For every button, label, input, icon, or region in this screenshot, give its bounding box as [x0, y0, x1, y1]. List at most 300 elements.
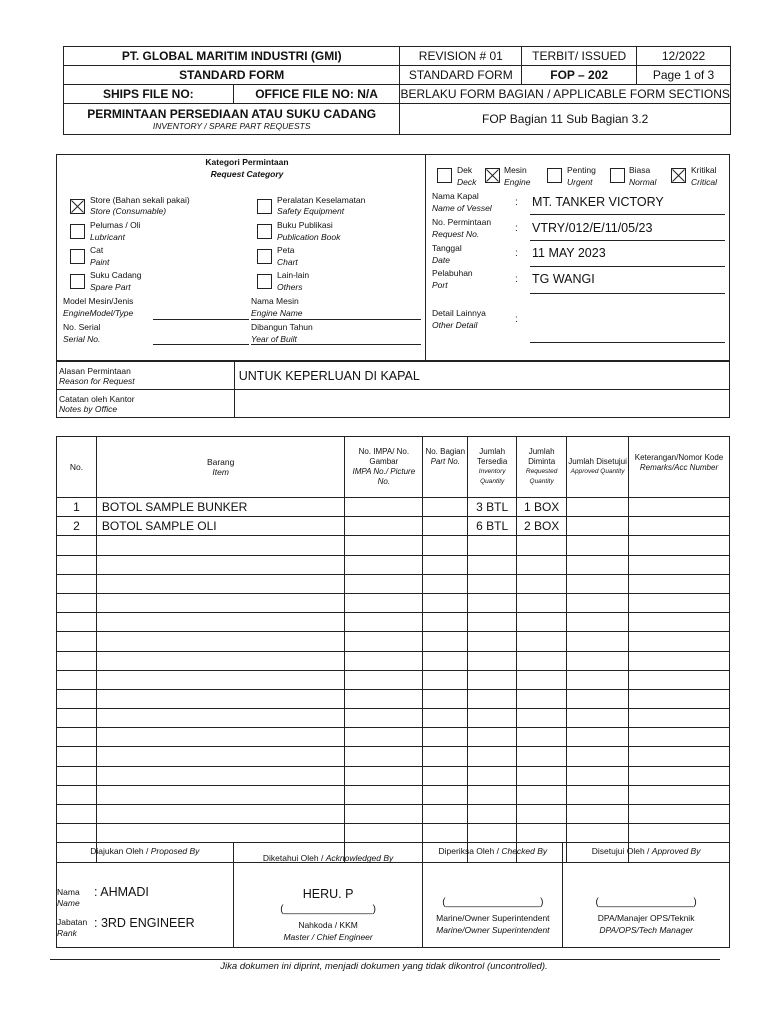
row-item[interactable]	[96, 689, 344, 708]
row-approved[interactable]	[567, 555, 629, 574]
proposed-by-cell	[57, 843, 234, 948]
name-label-en: Name	[57, 898, 80, 908]
row-requested[interactable]	[517, 766, 567, 785]
date-colon: :	[515, 248, 518, 259]
checkbox-spare-part[interactable]	[70, 274, 85, 289]
checked-label-id: Diperiksa Oleh /	[438, 846, 499, 856]
checkbox-lubricant[interactable]	[70, 224, 85, 239]
form-header	[63, 46, 731, 135]
label-paint-en: Paint	[90, 257, 110, 267]
row-available[interactable]	[468, 593, 517, 612]
label-engine-en: Engine	[504, 177, 531, 187]
label-normal-id: Biasa	[629, 165, 651, 175]
row-approved[interactable]	[567, 747, 629, 766]
reason-value[interactable]: UNTUK KEPERLUAN DI KAPAL	[234, 362, 729, 390]
checkbox-normal[interactable]	[610, 168, 625, 183]
header-impa	[345, 437, 423, 498]
form-title	[64, 104, 400, 135]
row-impa[interactable]	[345, 805, 423, 824]
row-part[interactable]	[423, 536, 468, 555]
row-item[interactable]: BOTOL SAMPLE BUNKER	[96, 498, 344, 517]
header-remarks	[629, 437, 730, 498]
label-lubricant-id: Pelumas / Oli	[90, 220, 141, 230]
rank-label	[57, 917, 87, 939]
header-impa-id: No. IMPA/ No. Gambar	[358, 447, 410, 466]
ack-signature-line[interactable]: (________________)	[280, 904, 376, 915]
row-part[interactable]	[423, 632, 468, 651]
date-label-id: Tanggal	[432, 243, 462, 253]
row-part[interactable]	[423, 747, 468, 766]
port-label-en: Port	[432, 280, 448, 290]
row-requested[interactable]: 1 BOX	[517, 498, 567, 517]
label-safety-en: Safety Equipment	[277, 206, 345, 216]
row-item[interactable]	[96, 728, 344, 747]
reason-label-id: Alasan Permintaan	[59, 365, 131, 376]
standard-form-title: STANDARD FORM	[64, 66, 400, 85]
row-impa[interactable]	[345, 536, 423, 555]
row-available[interactable]	[468, 632, 517, 651]
row-requested[interactable]	[517, 613, 567, 632]
row-item[interactable]	[96, 536, 344, 555]
checked-by-cell	[423, 843, 563, 948]
row-part[interactable]	[423, 766, 468, 785]
row-available[interactable]	[468, 805, 517, 824]
vessel-label-en: Name of Vessel	[432, 203, 492, 213]
row-requested[interactable]	[517, 747, 567, 766]
table-row	[57, 574, 730, 593]
notes-label-en: Notes by Office	[59, 403, 118, 414]
built-label-en: Year of Built	[251, 334, 297, 344]
ack-role-id: Nahkoda / KKM	[298, 920, 358, 930]
proposed-label-id: Diajukan Oleh /	[90, 846, 149, 856]
row-no	[57, 709, 97, 728]
checkbox-deck[interactable]	[437, 168, 452, 183]
vessel-colon: :	[515, 197, 518, 208]
reason-table	[56, 361, 730, 418]
row-remarks[interactable]	[629, 766, 730, 785]
port-value[interactable]: TG WANGI	[532, 272, 595, 286]
row-approved[interactable]	[567, 689, 629, 708]
checkbox-urgent[interactable]	[547, 168, 562, 183]
row-requested[interactable]	[517, 728, 567, 747]
checkbox-engine[interactable]	[485, 168, 500, 183]
row-available[interactable]	[468, 670, 517, 689]
row-requested[interactable]	[517, 651, 567, 670]
row-available[interactable]: 6 BTL	[468, 517, 517, 536]
row-no	[57, 555, 97, 574]
row-approved[interactable]	[567, 613, 629, 632]
header-item	[96, 437, 344, 498]
proposer-rank[interactable]: : 3RD ENGINEER	[94, 916, 195, 930]
form-title-en: INVENTORY / SPARE PART REQUESTS	[152, 120, 311, 131]
other-label-en: Other Detail	[432, 320, 478, 330]
row-no: 1	[57, 498, 97, 517]
header-requested	[517, 437, 567, 498]
row-remarks[interactable]	[629, 498, 730, 517]
row-approved[interactable]	[567, 498, 629, 517]
row-no	[57, 785, 97, 804]
row-requested[interactable]	[517, 555, 567, 574]
table-row	[57, 766, 730, 785]
revision: REVISION # 01	[400, 47, 522, 66]
row-no	[57, 632, 97, 651]
row-impa[interactable]	[345, 498, 423, 517]
row-part[interactable]	[423, 689, 468, 708]
row-impa[interactable]	[345, 613, 423, 632]
label-normal-en: Normal	[629, 177, 657, 187]
row-item[interactable]	[96, 766, 344, 785]
table-row	[57, 689, 730, 708]
other-detail-line[interactable]	[530, 342, 725, 343]
office-file-no: OFFICE FILE NO: N/A	[233, 85, 400, 104]
serial-label-id: No. Serial	[63, 322, 101, 332]
page-number: Page 1 of 3	[637, 66, 731, 85]
table-row	[57, 613, 730, 632]
table-row	[57, 824, 730, 843]
header-requested-id: Jumlah Diminta	[528, 447, 556, 466]
label-paint-id: Cat	[90, 245, 104, 255]
row-item[interactable]	[96, 747, 344, 766]
header-part	[423, 437, 468, 498]
checked-label-en: Checked By	[501, 846, 548, 856]
checkbox-paint[interactable]	[70, 249, 85, 264]
port-colon: :	[515, 274, 518, 285]
row-impa[interactable]	[345, 785, 423, 804]
reqno-label-id: No. Permintaan	[432, 217, 492, 227]
label-store-en: Store (Consumable)	[90, 206, 167, 216]
port-line	[530, 293, 725, 294]
empty-rows	[57, 536, 730, 862]
vessel-line	[530, 214, 725, 215]
engine-name-line[interactable]	[251, 319, 421, 320]
row-requested[interactable]	[517, 632, 567, 651]
row-approved[interactable]	[567, 517, 629, 536]
notes-value[interactable]	[234, 390, 729, 418]
row-available[interactable]	[468, 728, 517, 747]
issued-value: 12/2022	[637, 47, 731, 66]
row-remarks[interactable]	[629, 785, 730, 804]
row-remarks[interactable]	[629, 593, 730, 612]
row-impa[interactable]	[345, 593, 423, 612]
reason-label-en: Reason for Request	[59, 375, 135, 386]
acknowledged-by-cell	[233, 843, 423, 948]
engine-name-label-id: Nama Mesin	[251, 296, 299, 306]
company-name: PT. GLOBAL MARITIM INDUSTRI (GMI)	[64, 47, 400, 66]
table-row	[57, 593, 730, 612]
row-no	[57, 766, 97, 785]
date-line	[530, 266, 725, 267]
row-impa[interactable]	[345, 728, 423, 747]
row-requested[interactable]	[517, 824, 567, 843]
table-row	[57, 728, 730, 747]
table-row	[57, 785, 730, 804]
row-available[interactable]	[468, 613, 517, 632]
engine-model-label-en: EngineModel/Type	[63, 308, 134, 318]
row-requested[interactable]: 2 BOX	[517, 517, 567, 536]
row-no	[57, 651, 97, 670]
row-available[interactable]	[468, 747, 517, 766]
row-item[interactable]	[96, 555, 344, 574]
row-requested[interactable]	[517, 574, 567, 593]
checkbox-store[interactable]	[70, 199, 85, 214]
proposed-label-en: Proposed By	[150, 846, 200, 856]
approved-label-id: Disetujui Oleh /	[591, 846, 650, 856]
row-approved[interactable]	[567, 709, 629, 728]
row-part[interactable]	[423, 785, 468, 804]
checkbox-safety[interactable]	[257, 199, 272, 214]
row-approved[interactable]	[567, 651, 629, 670]
vessel-value[interactable]: MT. TANKER VICTORY	[532, 195, 664, 209]
header-no: No.	[57, 437, 97, 498]
form-title-id: PERMINTAAN PERSEDIAAN ATAU SUKU CADANG	[87, 106, 377, 121]
row-remarks[interactable]	[629, 747, 730, 766]
issued-label: TERBIT/ ISSUED	[522, 47, 637, 66]
row-impa[interactable]	[345, 824, 423, 843]
row-approved[interactable]	[567, 632, 629, 651]
row-requested[interactable]	[517, 593, 567, 612]
header-item-en: Item	[212, 467, 229, 477]
reason-label	[57, 362, 235, 390]
label-deck-en: Deck	[457, 177, 477, 187]
applicable-sections: BERLAKU FORM BAGIAN / APPLICABLE FORM SECTIONS	[400, 85, 731, 104]
row-remarks[interactable]	[629, 728, 730, 747]
label-critical-en: Critical	[691, 177, 717, 187]
row-available[interactable]	[468, 555, 517, 574]
row-approved[interactable]	[567, 766, 629, 785]
row-available[interactable]	[468, 689, 517, 708]
request-category-box	[56, 154, 730, 361]
row-item[interactable]	[96, 785, 344, 804]
row-part[interactable]	[423, 728, 468, 747]
date-label-en: Date	[432, 255, 450, 265]
row-approved[interactable]	[567, 728, 629, 747]
row-available[interactable]	[468, 785, 517, 804]
row-part[interactable]	[423, 805, 468, 824]
header-item-id: Barang	[206, 457, 235, 467]
row-remarks[interactable]	[629, 670, 730, 689]
row-impa[interactable]	[345, 555, 423, 574]
label-others-en: Others	[277, 282, 303, 292]
row-impa[interactable]	[345, 574, 423, 593]
row-impa[interactable]	[345, 517, 423, 536]
reqno-colon: :	[515, 223, 518, 234]
checked-role-id: Marine/Owner Superintendent	[436, 913, 550, 923]
row-available[interactable]	[468, 574, 517, 593]
row-approved[interactable]	[567, 670, 629, 689]
row-available[interactable]	[468, 766, 517, 785]
row-available[interactable]: 3 BTL	[468, 498, 517, 517]
row-item[interactable]: BOTOL SAMPLE OLI	[96, 517, 344, 536]
footer-line	[50, 959, 720, 960]
row-item[interactable]	[96, 805, 344, 824]
row-approved[interactable]	[567, 536, 629, 555]
table-row	[57, 670, 730, 689]
table-row	[57, 709, 730, 728]
row-item[interactable]	[96, 709, 344, 728]
notes-label-id: Catatan oleh Kantor	[59, 393, 135, 404]
header-available-en: Inventory Quantity	[478, 468, 506, 485]
row-remarks[interactable]	[629, 709, 730, 728]
row-requested[interactable]	[517, 689, 567, 708]
row-requested[interactable]	[517, 536, 567, 555]
engine-model-line[interactable]	[153, 319, 249, 320]
row-requested[interactable]	[517, 670, 567, 689]
row-no	[57, 574, 97, 593]
label-urgent-id: Penting	[567, 165, 596, 175]
approved-role-en: DPA/OPS/Tech Manager	[599, 925, 693, 935]
label-deck-id: Dek	[457, 165, 473, 175]
label-publication-id: Buku Publikasi	[277, 220, 333, 230]
row-remarks[interactable]	[629, 517, 730, 536]
row-available[interactable]	[468, 536, 517, 555]
row-impa[interactable]	[345, 651, 423, 670]
port-label-id: Pelabuhan	[432, 268, 473, 278]
table-row	[57, 498, 730, 517]
approved-signature-line[interactable]: (_________________)	[595, 897, 697, 908]
engine-model-label-id: Model Mesin/Jenis	[63, 296, 134, 306]
table-row	[57, 805, 730, 824]
row-item[interactable]	[96, 632, 344, 651]
row-part[interactable]	[423, 709, 468, 728]
approved-label-en: Approved By	[651, 846, 701, 856]
header-impa-en: IMPA No./ Picture No.	[352, 467, 416, 486]
row-item[interactable]	[96, 651, 344, 670]
row-remarks[interactable]	[629, 824, 730, 843]
checkbox-others[interactable]	[257, 274, 272, 289]
rank-label-en: Rank	[57, 928, 77, 938]
row-impa[interactable]	[345, 670, 423, 689]
built-label-id: Dibangun Tahun	[251, 322, 313, 332]
row-remarks[interactable]	[629, 613, 730, 632]
category-heading-en: Request Category	[210, 169, 284, 179]
row-impa[interactable]	[345, 747, 423, 766]
header-part-en: Part No.	[430, 457, 460, 466]
category-divider	[425, 155, 426, 362]
label-spare-part-id: Suku Cadang	[90, 270, 142, 280]
row-part[interactable]	[423, 555, 468, 574]
row-part[interactable]	[423, 670, 468, 689]
row-no: 2	[57, 517, 97, 536]
row-approved[interactable]	[567, 824, 629, 843]
row-impa[interactable]	[345, 632, 423, 651]
request-no-value[interactable]: VTRY/012/E/11/05/23	[532, 221, 653, 235]
fop-code: FOP – 202	[522, 66, 637, 85]
row-impa[interactable]	[345, 766, 423, 785]
row-item[interactable]	[96, 593, 344, 612]
row-available[interactable]	[468, 651, 517, 670]
row-available[interactable]	[468, 824, 517, 843]
label-store-id: Store (Bahan sekali pakai)	[90, 195, 190, 205]
header-part-id: No. Bagian	[425, 447, 466, 456]
header-approved-en: Approved Quantity	[570, 468, 625, 475]
row-impa[interactable]	[345, 709, 423, 728]
row-available[interactable]	[468, 709, 517, 728]
row-requested[interactable]	[517, 805, 567, 824]
checked-role-en: Marine/Owner Superintendent	[436, 925, 550, 935]
row-approved[interactable]	[567, 805, 629, 824]
table-row	[57, 747, 730, 766]
rank-label-id: Jabatan	[57, 917, 88, 927]
row-remarks[interactable]	[629, 805, 730, 824]
category-heading-id: Kategori Permintaan	[205, 157, 289, 167]
row-item[interactable]	[96, 824, 344, 843]
row-impa[interactable]	[345, 689, 423, 708]
row-no	[57, 689, 97, 708]
row-item[interactable]	[96, 574, 344, 593]
date-value[interactable]: 11 MAY 2023	[532, 246, 606, 260]
reqno-line	[530, 240, 725, 241]
approved-by-cell	[563, 843, 730, 948]
standard-form-label: STANDARD FORM	[400, 66, 522, 85]
checkbox-critical[interactable]	[671, 168, 686, 183]
checkbox-publication[interactable]	[257, 224, 272, 239]
built-line[interactable]	[251, 344, 421, 345]
row-part[interactable]	[423, 517, 468, 536]
header-approved	[567, 437, 629, 498]
row-item[interactable]	[96, 670, 344, 689]
ack-label-id: Diketahui Oleh /	[262, 853, 324, 863]
row-approved[interactable]	[567, 593, 629, 612]
label-urgent-en: Urgent	[567, 177, 593, 187]
footer-note: Jika dokumen ini diprint, menjadi dokumen yang tidak dikontrol (uncontrolled).	[220, 961, 548, 972]
row-remarks[interactable]	[629, 574, 730, 593]
row-no	[57, 805, 97, 824]
label-chart-en: Chart	[277, 257, 298, 267]
row-remarks[interactable]	[629, 555, 730, 574]
header-approved-id: Jumlah Disetujui	[568, 457, 627, 466]
header-remarks-en: Remarks/Acc Number	[639, 463, 719, 472]
row-no	[57, 747, 97, 766]
row-no	[57, 670, 97, 689]
row-no	[57, 593, 97, 612]
row-no	[57, 536, 97, 555]
row-requested[interactable]	[517, 709, 567, 728]
table-row	[57, 555, 730, 574]
fop-section: FOP Bagian 11 Sub Bagian 3.2	[400, 104, 731, 135]
serial-line[interactable]	[153, 344, 249, 345]
ack-name[interactable]: HERU. P	[302, 887, 354, 901]
other-label-id: Detail Lainnya	[432, 308, 486, 318]
row-part[interactable]	[423, 593, 468, 612]
row-remarks[interactable]	[629, 651, 730, 670]
row-approved[interactable]	[567, 785, 629, 804]
other-colon: :	[515, 314, 518, 325]
checked-signature-line[interactable]: (_________________)	[442, 897, 544, 908]
label-others-id: Lain-lain	[277, 270, 310, 280]
row-approved[interactable]	[567, 574, 629, 593]
notes-label	[57, 390, 235, 418]
row-remarks[interactable]	[629, 689, 730, 708]
row-no	[57, 728, 97, 747]
engine-name-label-en: Engine Name	[251, 308, 303, 318]
row-remarks[interactable]	[629, 536, 730, 555]
label-engine-id: Mesin	[504, 165, 527, 175]
row-no	[57, 824, 97, 843]
row-part[interactable]	[423, 498, 468, 517]
row-requested[interactable]	[517, 785, 567, 804]
proposer-name[interactable]: : AHMADI	[94, 885, 149, 899]
row-part[interactable]	[423, 613, 468, 632]
label-chart-id: Peta	[277, 245, 295, 255]
checkbox-chart[interactable]	[257, 249, 272, 264]
row-part[interactable]	[423, 824, 468, 843]
label-safety-id: Peralatan Keselamatan	[277, 195, 366, 205]
row-part[interactable]	[423, 651, 468, 670]
row-remarks[interactable]	[629, 632, 730, 651]
row-item[interactable]	[96, 613, 344, 632]
row-part[interactable]	[423, 574, 468, 593]
ack-label-en: Acknowledged By	[325, 853, 394, 863]
